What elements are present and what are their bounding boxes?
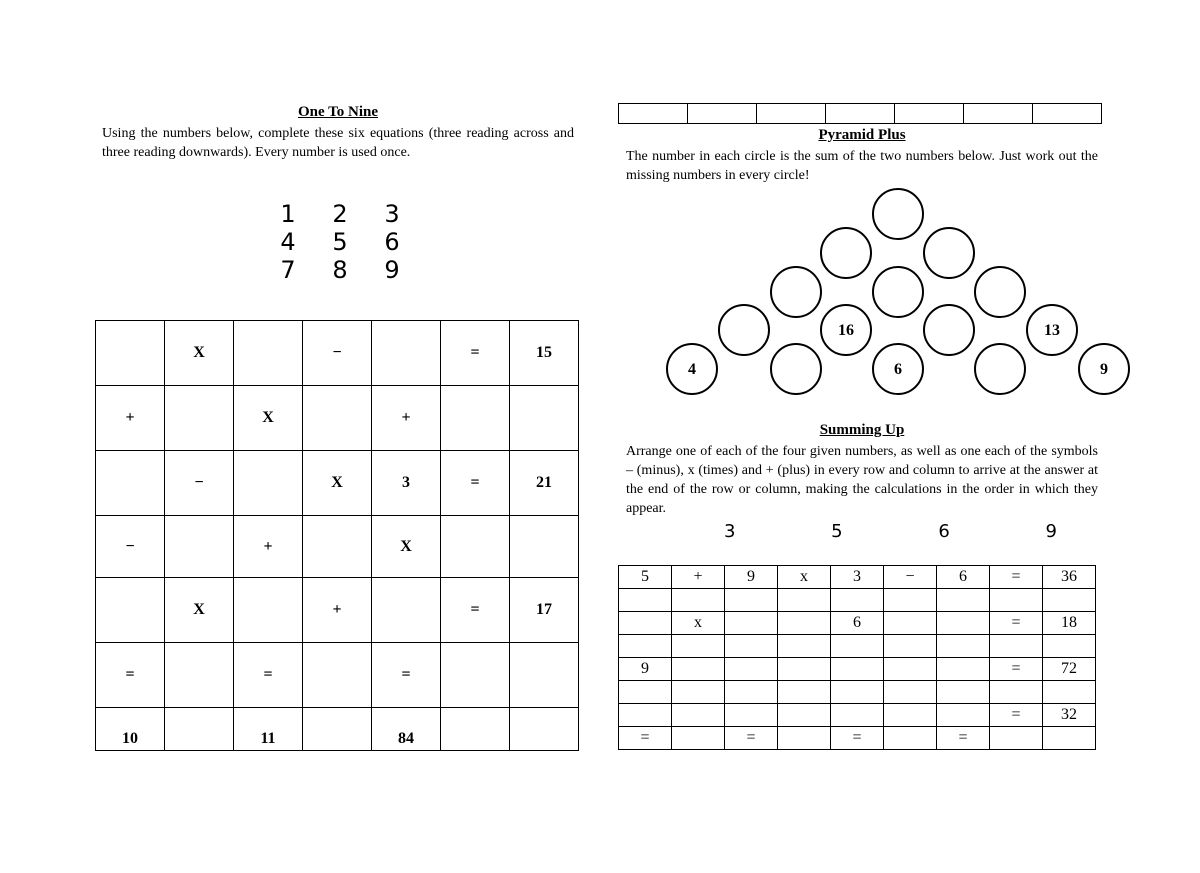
given-numbers <box>724 521 1057 542</box>
grid-cell: 6 <box>937 566 990 589</box>
grid-cell <box>990 635 1043 658</box>
grid-cell: 36 <box>1043 566 1096 589</box>
grid-cell: + <box>303 578 372 643</box>
grid-cell: X <box>303 451 372 516</box>
pyramid-circle[interactable] <box>975 267 1025 317</box>
grid-cell: x <box>672 612 725 635</box>
grid-cell[interactable] <box>884 727 937 750</box>
number: 6 <box>384 228 400 256</box>
grid-cell: X <box>372 516 441 578</box>
grid-row <box>619 681 1096 704</box>
grid-cell[interactable] <box>778 704 831 727</box>
grid-row <box>619 635 1096 658</box>
grid-cell[interactable] <box>831 589 884 612</box>
grid-cell: 84 <box>372 708 441 751</box>
grid-cell: 9 <box>619 658 672 681</box>
grid-cell[interactable] <box>831 704 884 727</box>
grid-cell[interactable] <box>619 704 672 727</box>
grid-cell: = <box>96 643 165 708</box>
grid-cell: 11 <box>234 708 303 751</box>
grid-cell[interactable] <box>672 704 725 727</box>
pyramid-circle[interactable] <box>873 267 923 317</box>
one-to-nine-instructions: Using the numbers below, complete these six equations (three reading across and three reading downwards). Every number is used once. <box>102 126 574 160</box>
pyramid-plus-instructions: The number in each circle is the sum of the two numbers below. Just work out the missing numbers in every circle! <box>626 149 1098 183</box>
grid-cell <box>1043 589 1096 612</box>
given-number: 5 <box>831 521 843 542</box>
grid-cell[interactable] <box>725 612 778 635</box>
grid-cell: 18 <box>1043 612 1096 635</box>
grid-cell: = <box>234 643 303 708</box>
grid-cell[interactable] <box>884 681 937 704</box>
grid-row <box>619 727 1096 750</box>
grid-cell: = <box>831 727 884 750</box>
grid-cell[interactable] <box>937 658 990 681</box>
pyramid-circle[interactable] <box>821 228 871 278</box>
grid-cell <box>990 589 1043 612</box>
grid-cell[interactable] <box>831 681 884 704</box>
grid-cell[interactable] <box>619 589 672 612</box>
grid-cell: = <box>725 727 778 750</box>
grid-cell[interactable] <box>778 658 831 681</box>
summing-up-instructions: Arrange one of each of the four given numbers, as well as one each of the symbols – (minus), x (times) and + (plus) in every row and column to arrive at the answer at the end of the row or column, making the calculations in the order in which they appear. <box>626 444 1098 516</box>
grid-cell: = <box>937 727 990 750</box>
grid-cell: 9 <box>725 566 778 589</box>
grid-cell[interactable] <box>937 681 990 704</box>
circle-label: 13 <box>1044 322 1060 339</box>
given-number: 6 <box>938 521 950 542</box>
grid-cell: X <box>165 578 234 643</box>
number: 2 <box>332 200 348 228</box>
pyramid-circle[interactable] <box>924 305 974 355</box>
grid-cell: = <box>619 727 672 750</box>
summing-up-title: Summing Up <box>819 422 905 438</box>
grid-cell[interactable] <box>884 704 937 727</box>
grid-row <box>619 658 1096 681</box>
pyramid-plus-title: Pyramid Plus <box>818 127 906 143</box>
grid-cell: 17 <box>510 578 579 643</box>
grid-row <box>619 566 1096 589</box>
grid-cell: = <box>990 658 1043 681</box>
grid-cell[interactable] <box>672 658 725 681</box>
summing-up-grid <box>618 565 1096 750</box>
grid-cell: 72 <box>1043 658 1096 681</box>
number: 3 <box>384 200 400 228</box>
circle-label: 6 <box>894 361 902 378</box>
grid-cell: 21 <box>510 451 579 516</box>
grid-cell: = <box>990 612 1043 635</box>
grid-cell: X <box>165 321 234 386</box>
one-to-nine-title: One To Nine <box>297 104 379 120</box>
circle-label: 9 <box>1100 361 1108 378</box>
grid-cell[interactable] <box>725 658 778 681</box>
grid-cell[interactable] <box>672 589 725 612</box>
pyramid-circle[interactable] <box>771 267 821 317</box>
number: 8 <box>332 256 348 284</box>
grid-cell: + <box>96 386 165 451</box>
grid-cell: 6 <box>831 612 884 635</box>
grid-cell: = <box>990 566 1043 589</box>
grid-cell <box>1043 635 1096 658</box>
circle-label: 4 <box>688 361 696 378</box>
grid-cell[interactable] <box>725 704 778 727</box>
grid-cell: 3 <box>831 566 884 589</box>
grid-cell: = <box>372 643 441 708</box>
grid-cell: = <box>990 704 1043 727</box>
grid-cell[interactable] <box>937 612 990 635</box>
grid-cell[interactable] <box>937 589 990 612</box>
grid-cell[interactable] <box>778 681 831 704</box>
grid-cell[interactable] <box>778 635 831 658</box>
pyramid-circle[interactable] <box>924 228 974 278</box>
grid-cell[interactable] <box>884 635 937 658</box>
grid-cell: − <box>303 321 372 386</box>
pyramid-circle <box>667 344 717 394</box>
grid-cell[interactable] <box>937 635 990 658</box>
pyramid-circle[interactable] <box>975 344 1025 394</box>
grid-cell[interactable] <box>619 635 672 658</box>
grid-cell <box>990 727 1043 750</box>
pyramid-circle[interactable] <box>719 305 769 355</box>
grid-cell[interactable] <box>725 589 778 612</box>
grid-cell: 3 <box>372 451 441 516</box>
grid-cell: = <box>441 451 510 516</box>
grid-cell[interactable] <box>778 727 831 750</box>
grid-cell[interactable] <box>672 727 725 750</box>
grid-cell[interactable] <box>884 658 937 681</box>
grid-cell[interactable] <box>831 658 884 681</box>
pyramid-circle <box>821 305 871 355</box>
pyramid-circle[interactable] <box>873 189 923 239</box>
pyramid-circle <box>873 344 923 394</box>
grid-cell: + <box>234 516 303 578</box>
number: 1 <box>280 200 296 228</box>
grid-cell: 10 <box>96 708 165 751</box>
grid-row <box>619 704 1096 727</box>
grid-cell[interactable] <box>778 589 831 612</box>
pyramid-circle <box>1027 305 1077 355</box>
grid-cell: 15 <box>510 321 579 386</box>
grid-cell[interactable] <box>672 635 725 658</box>
number: 9 <box>384 256 400 284</box>
grid-cell[interactable] <box>725 635 778 658</box>
grid-cell: X <box>234 386 303 451</box>
given-number: 3 <box>724 521 736 542</box>
grid-cell: = <box>441 321 510 386</box>
number: 7 <box>280 256 296 284</box>
number: 4 <box>280 228 296 256</box>
grid-cell <box>990 681 1043 704</box>
grid-cell: = <box>441 578 510 643</box>
circle-label: 16 <box>838 322 854 339</box>
grid-row <box>619 589 1096 612</box>
given-number: 9 <box>1045 521 1057 542</box>
pyramid-circle[interactable] <box>771 344 821 394</box>
grid-cell: − <box>884 566 937 589</box>
grid-cell[interactable] <box>778 612 831 635</box>
grid-cell: x <box>778 566 831 589</box>
grid-cell[interactable] <box>884 589 937 612</box>
grid-cell: 32 <box>1043 704 1096 727</box>
grid-cell[interactable] <box>619 681 672 704</box>
number: 5 <box>332 228 348 256</box>
grid-cell: − <box>96 516 165 578</box>
grid-cell: − <box>165 451 234 516</box>
grid-cell[interactable] <box>619 612 672 635</box>
grid-cell: + <box>372 386 441 451</box>
grid-cell[interactable] <box>725 681 778 704</box>
grid-cell[interactable] <box>672 681 725 704</box>
grid-row <box>619 612 1096 635</box>
grid-cell <box>1043 727 1096 750</box>
grid-cell[interactable] <box>884 612 937 635</box>
grid-cell: 5 <box>619 566 672 589</box>
pyramid-circle <box>1079 344 1129 394</box>
grid-cell[interactable] <box>937 704 990 727</box>
grid-cell[interactable] <box>831 635 884 658</box>
grid-cell: + <box>672 566 725 589</box>
grid-cell <box>1043 681 1096 704</box>
